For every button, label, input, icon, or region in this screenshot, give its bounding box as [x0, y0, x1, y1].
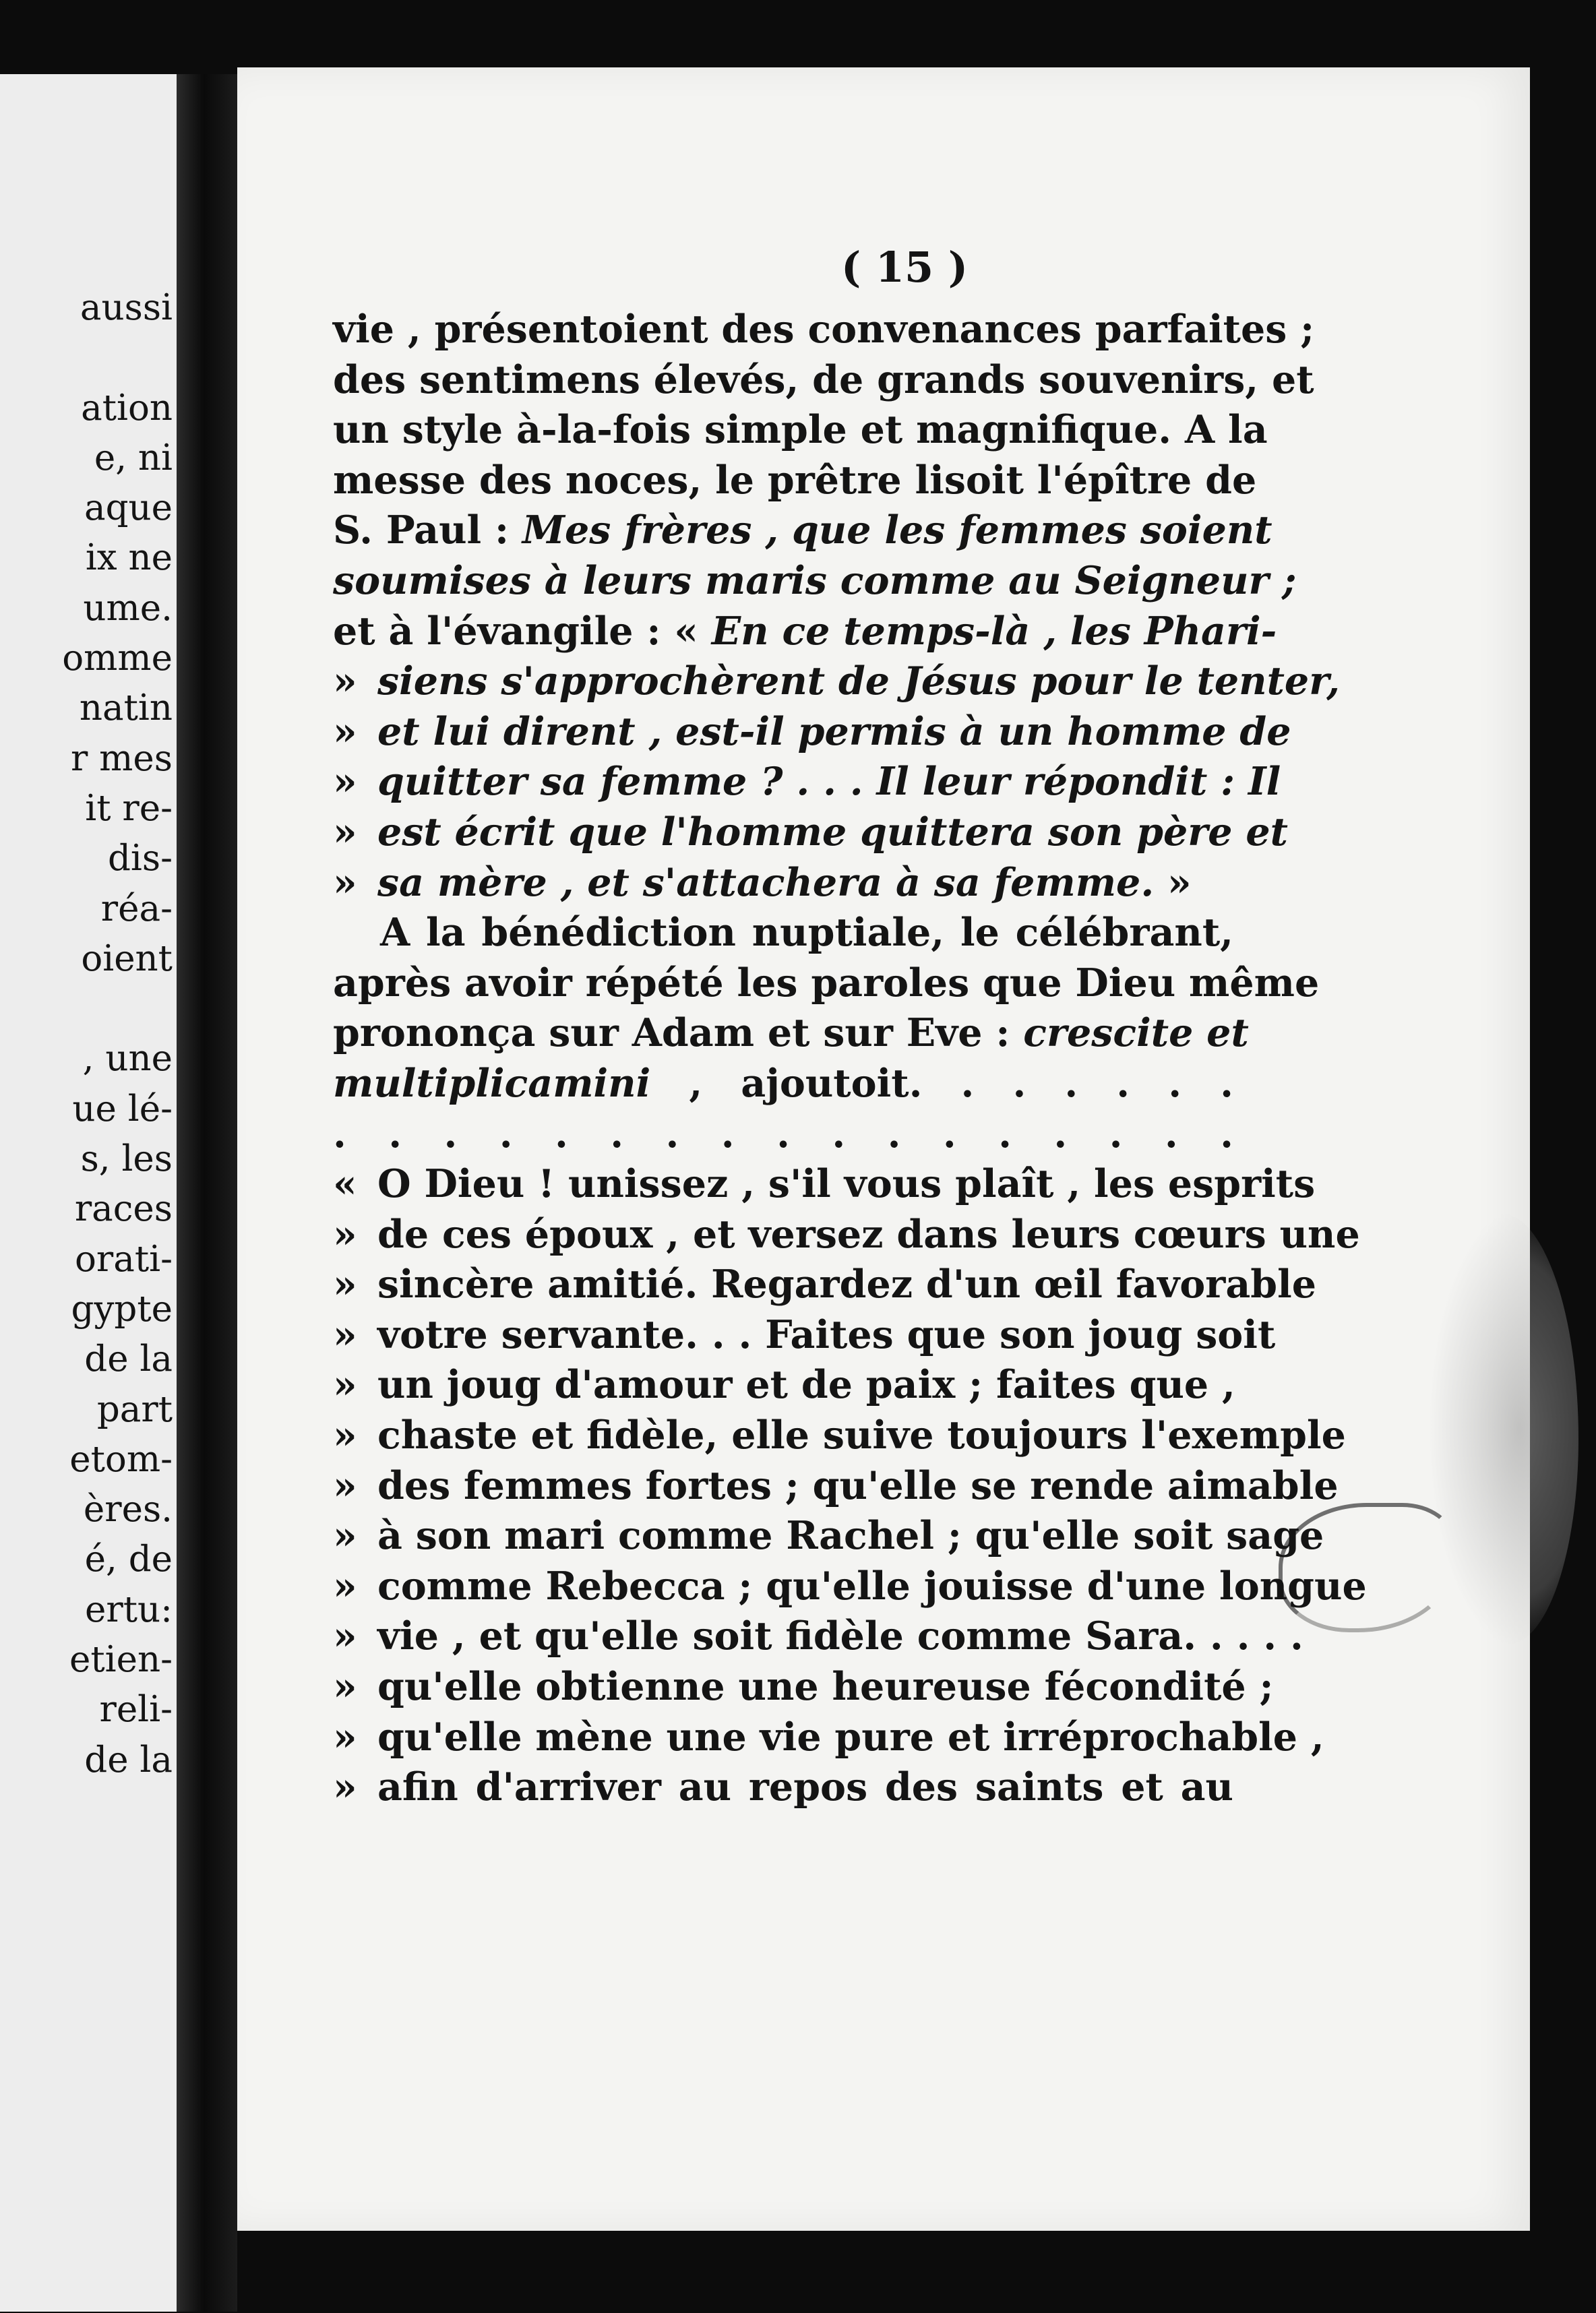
- facing-page-line: natin: [79, 687, 173, 729]
- facing-page-line: part: [96, 1388, 173, 1430]
- text-line: [333, 405, 1268, 456]
- book-gutter: [177, 74, 237, 2312]
- facing-page-line: de la: [84, 1739, 173, 1781]
- facing-page-line: reli-: [99, 1689, 173, 1731]
- text-line: [333, 807, 1288, 858]
- quotation-mark: »: [333, 1664, 357, 1710]
- quotation-mark: »: [333, 1211, 357, 1257]
- facing-page-line: omme: [62, 638, 173, 679]
- quotation-mark: »: [333, 1714, 357, 1760]
- facing-page-fragment: [0, 74, 177, 2312]
- text-line: [333, 556, 1297, 607]
- text-line: [333, 1713, 1324, 1763]
- text-line: [333, 1411, 1346, 1461]
- facing-page-text: [0, 283, 173, 1785]
- roman-text: qu'elle obtienne une heureuse fécondité ;: [377, 1664, 1274, 1710]
- roman-text: A la bénédiction nuptiale, le célébrant,: [380, 910, 1233, 956]
- facing-page-line: aque: [84, 487, 173, 529]
- text-line: [333, 305, 1315, 355]
- facing-page-line: ume.: [83, 587, 173, 629]
- roman-text: sincère amitié. Regardez d'un œil favorable: [377, 1262, 1317, 1307]
- roman-text: votre servante. . . Faites que son joug soit: [377, 1312, 1276, 1357]
- quotation-mark: »: [333, 809, 357, 855]
- facing-page-line: ation: [81, 387, 173, 429]
- facing-page-line: s, les: [80, 1138, 173, 1180]
- quotation-mark: »: [333, 1413, 357, 1458]
- facing-page-line: aussi: [80, 287, 173, 328]
- text-line: [333, 505, 1272, 556]
- italic-text: Mes frères , que les femmes soient: [522, 507, 1272, 553]
- italic-text: soumises à leurs maris comme au Seigneur ;: [333, 557, 1297, 603]
- text-line: [333, 1159, 1316, 1210]
- facing-page-line: it re-: [85, 787, 173, 829]
- roman-text: qu'elle mène une vie pure et irréprochable ,: [377, 1714, 1324, 1760]
- roman-text: prononça sur Adam et sur Eve :: [333, 1010, 1024, 1056]
- facing-page-line: de la: [84, 1338, 173, 1380]
- quotation-mark: »: [333, 1513, 357, 1559]
- quotation-mark: »: [333, 859, 357, 905]
- roman-text: un joug d'amour et de paix ; faites que ,: [377, 1362, 1235, 1408]
- roman-text: S. Paul :: [333, 507, 522, 553]
- quotation-mark: »: [333, 1362, 357, 1408]
- facing-page-line: , une: [82, 1038, 173, 1080]
- text-line: [333, 858, 1233, 908]
- text-line: [333, 1210, 1360, 1260]
- facing-page-line: gypte: [71, 1288, 173, 1330]
- text-line: [333, 1562, 1367, 1612]
- quotation-mark: »: [333, 1462, 357, 1508]
- facing-page-line: ix ne: [85, 537, 173, 579]
- italic-text: En ce temps-là , les Phari-: [711, 608, 1277, 654]
- roman-text: afin d'arriver au repos des saints et au: [377, 1764, 1233, 1810]
- facing-page-line: réa-: [100, 888, 173, 929]
- roman-text: vie , et qu'elle soit fidèle comme Sara. . . . .: [377, 1613, 1303, 1659]
- roman-text: »: [1154, 859, 1192, 905]
- text-line: [333, 607, 1277, 657]
- facing-page-line: e, ni: [94, 437, 173, 479]
- text-line: [333, 456, 1257, 506]
- quotation-mark: »: [333, 708, 357, 754]
- text-line: [333, 1008, 1249, 1059]
- roman-text: comme Rebecca ; qu'elle jouisse d'une longue: [377, 1563, 1367, 1609]
- text-line: [333, 958, 1320, 1009]
- facing-page-line: [0, 984, 173, 1034]
- text-line: [333, 707, 1291, 758]
- body-text: [333, 305, 1367, 1813]
- page-number: ( 15 ): [840, 243, 969, 292]
- italic-text: et lui dirent , est-il permis à un homme de: [377, 708, 1291, 754]
- roman-text: messe des noces, le prêtre lisoit l'épître de: [333, 457, 1257, 503]
- roman-text: de ces époux , et versez dans leurs cœurs une: [377, 1211, 1360, 1257]
- facing-page-line: ertu:: [85, 1589, 173, 1630]
- roman-text: vie , présentoient des convenances parfaites ;: [333, 307, 1315, 352]
- facing-page-line: ue lé-: [72, 1088, 173, 1130]
- facing-page-line: etom-: [69, 1438, 173, 1480]
- quotation-mark: »: [333, 759, 357, 805]
- roman-text: à son mari comme Rachel ; qu'elle soit sage: [377, 1513, 1324, 1559]
- book-page: [237, 67, 1530, 2231]
- facing-page-line: etien-: [69, 1639, 173, 1681]
- text-line: [333, 355, 1314, 406]
- facing-page-line: é, de: [84, 1539, 173, 1580]
- facing-page-line: dis-: [108, 838, 173, 880]
- quotation-mark: «: [333, 1161, 357, 1207]
- italic-text: quitter sa femme ? . . . Il leur répondit : Il: [377, 759, 1281, 805]
- text-line: [333, 1611, 1303, 1662]
- facing-page-line: ères.: [83, 1489, 173, 1531]
- text-line: [333, 1310, 1276, 1361]
- text-line: [333, 1360, 1233, 1411]
- text-line: [333, 757, 1281, 807]
- facing-page-line: orati-: [75, 1238, 173, 1280]
- quotation-mark: »: [333, 658, 357, 704]
- text-line: [333, 656, 1340, 707]
- italic-text: sa mère , et s'attachera à sa femme.: [377, 859, 1155, 905]
- facing-page-line: races: [74, 1188, 173, 1230]
- quotation-mark: »: [333, 1613, 357, 1659]
- roman-text: chaste et fidèle, elle suive toujours l'exemple: [377, 1413, 1346, 1458]
- italic-text: multiplicamini: [333, 1060, 651, 1106]
- text-line: [333, 1059, 1233, 1109]
- text-line: [333, 1109, 1233, 1160]
- facing-page-line: r mes: [70, 737, 173, 779]
- text-line: [333, 1511, 1324, 1562]
- roman-text: un style à-la-fois simple et magnifique. A la: [333, 407, 1268, 453]
- roman-text: des femmes fortes ; qu'elle se rende aimable: [377, 1462, 1339, 1508]
- text-line: [333, 1762, 1233, 1813]
- facing-page-line: oient: [81, 937, 173, 979]
- text-line: [333, 908, 1233, 958]
- italic-text: crescite et: [1023, 1010, 1249, 1056]
- roman-text: O Dieu ! unissez , s'il vous plaît , les esprits: [377, 1161, 1316, 1207]
- italic-text: est écrit que l'homme quittera son père et: [377, 809, 1288, 855]
- quotation-mark: »: [333, 1262, 357, 1307]
- roman-text: et à l'évangile : «: [333, 608, 712, 654]
- roman-text: , ajoutoit. . . . . . .: [650, 1060, 1233, 1106]
- text-line: [333, 1260, 1317, 1310]
- italic-text: siens s'approchèrent de Jésus pour le tenter,: [377, 658, 1340, 704]
- facing-page-line: [0, 333, 173, 383]
- roman-text: . . . . . . . . . . . . . . . . .: [333, 1111, 1233, 1156]
- quotation-mark: »: [333, 1764, 357, 1810]
- roman-text: après avoir répété les paroles que Dieu même: [333, 960, 1320, 1006]
- quotation-mark: »: [333, 1312, 357, 1357]
- water-stain: [1430, 1213, 1578, 1644]
- text-line: [333, 1461, 1339, 1512]
- roman-text: des sentimens élevés, de grands souvenirs, et: [333, 357, 1314, 402]
- quotation-mark: »: [333, 1563, 357, 1609]
- text-line: [333, 1662, 1274, 1713]
